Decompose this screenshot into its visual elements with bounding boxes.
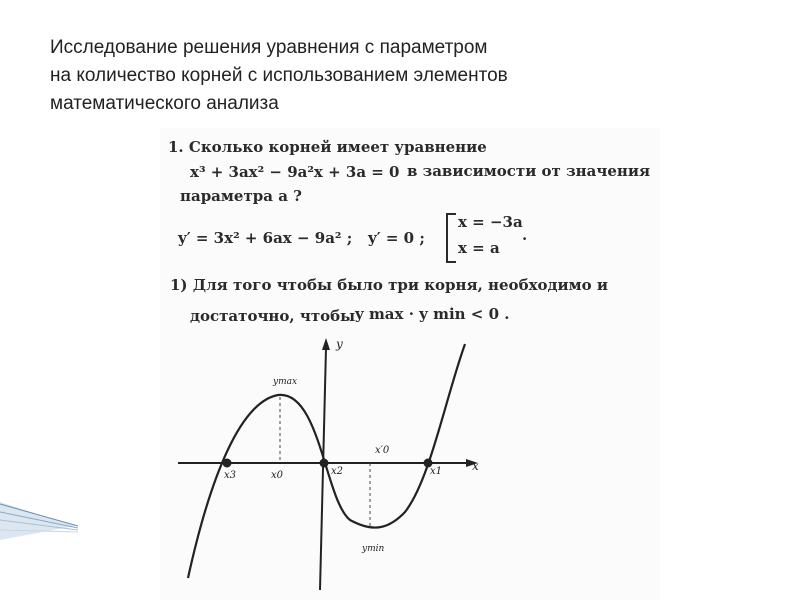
x0-prime-label: x′0 bbox=[375, 445, 390, 456]
condition-formula: y max · y min < 0 . bbox=[355, 305, 510, 323]
root-end-dot: . bbox=[522, 226, 528, 244]
critical-root-1: x = −3a bbox=[458, 213, 523, 231]
condition-line-1: 1) Для того чтобы было три корня, необходимо и bbox=[170, 276, 609, 294]
x0-label: x0 bbox=[271, 470, 284, 481]
problem-parameter: параметра a ? bbox=[180, 187, 302, 205]
x-axis-label: x bbox=[472, 459, 479, 473]
title-line-3: математического анализа bbox=[50, 93, 279, 114]
problem-equation: x³ + 3ax² − 9a²x + 3a = 0 bbox=[190, 163, 400, 181]
title-line-1: Исследование решения уравнения с параметром bbox=[50, 37, 488, 58]
ymin-label: ymin bbox=[362, 544, 385, 554]
root-x3 bbox=[223, 459, 232, 468]
critical-root-2: x = a bbox=[458, 239, 500, 257]
title-line-2: на количество корней с использованием элементов bbox=[50, 65, 508, 86]
y-axis-arrow bbox=[322, 338, 330, 350]
y-axis bbox=[320, 348, 326, 590]
problem-question-cont: в зависимости от значения bbox=[407, 162, 651, 180]
derivative-formula: y′ = 3x² + 6ax − 9a² ; bbox=[178, 229, 353, 247]
derivative-zero: y′ = 0 ; bbox=[368, 229, 425, 247]
x3-label: x3 bbox=[224, 470, 237, 481]
ymax-label: ymax bbox=[273, 377, 298, 387]
condition-line-2: достаточно, чтобы bbox=[190, 307, 356, 325]
x1-label: x1 bbox=[430, 466, 443, 477]
slide-corner-decoration bbox=[0, 490, 80, 550]
root-x2 bbox=[320, 459, 329, 468]
y-axis-label: y bbox=[336, 337, 343, 351]
x2-label: x2 bbox=[331, 466, 344, 477]
problem-question: 1. Сколько корней имеет уравнение bbox=[168, 138, 487, 156]
